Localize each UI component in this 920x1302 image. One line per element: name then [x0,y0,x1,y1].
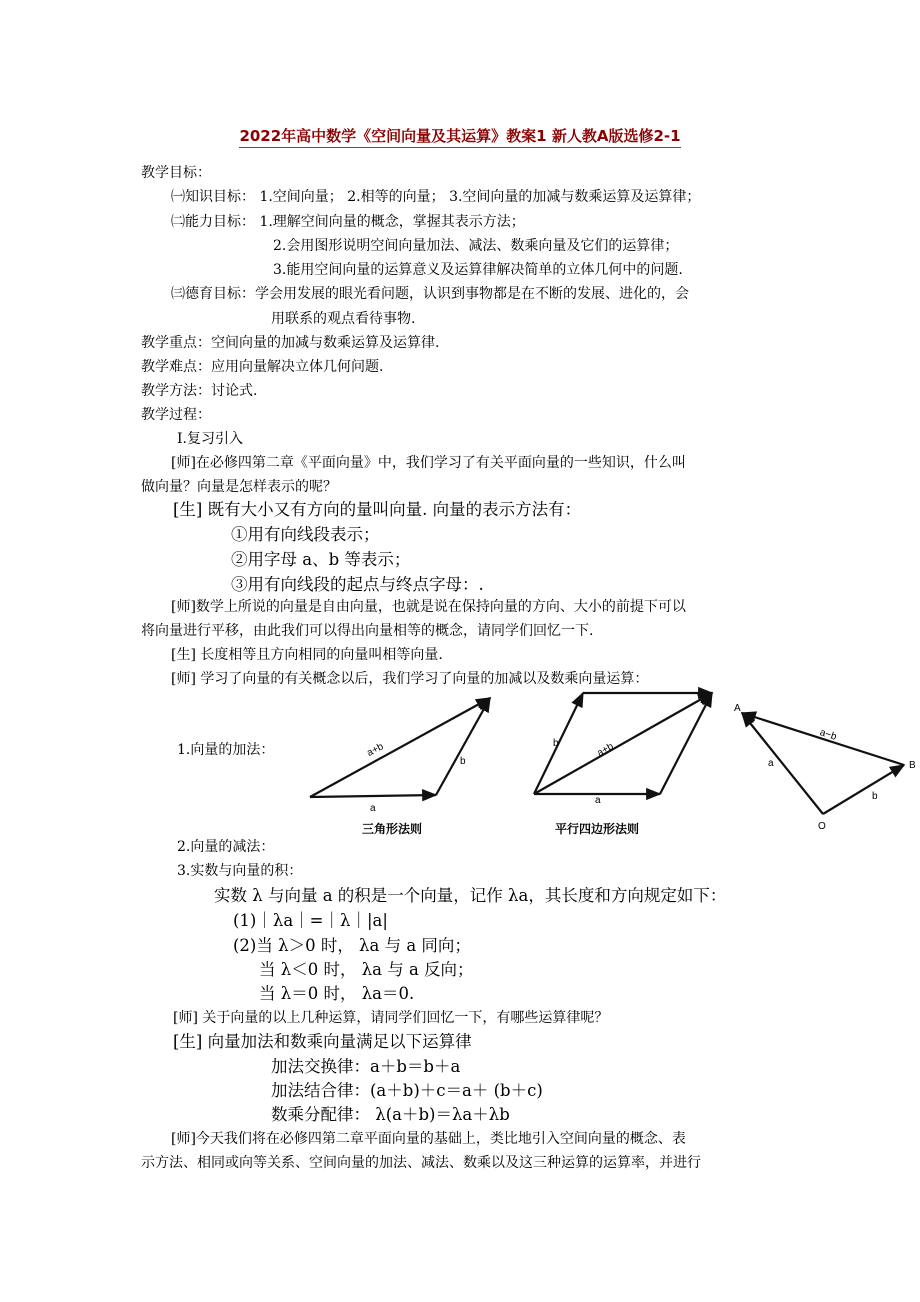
teacher-line-4: [师] 关于向量的以上几种运算，请同学们回忆一下，有哪些运算律呢？ [173,1010,609,1026]
sub-diff-arrow [742,713,904,765]
scalar-label: 3.实数与向量的积： [177,863,303,879]
sub-b-label: b [872,791,878,802]
para-sum-label: a+b [595,741,616,760]
process-heading: 教学过程： [141,407,211,423]
vector-b-arrow [436,698,490,795]
goals-heading: 教学目标： [141,165,211,181]
point-O-label: O [818,821,826,832]
law-distributive: 数乘分配律： λ(a＋b)＝λa＋λb [271,1105,510,1124]
method: 教学方法：讨论式. [141,383,258,399]
key-point: 教学重点：空间向量的加减与数乘运算及运算律. [141,335,440,351]
student-line-2: [生] 长度相等且方向相同的向量叫相等向量. [171,647,443,663]
para-b-left-arrow [534,693,583,794]
moral-goal-1: ㈢德育目标：学会用发展的眼光看问题，认识到事物都是在不断的发展、进化的，会 [171,286,689,302]
sub-diff-label: a−b [818,727,838,743]
sub-a-label: a [768,758,774,769]
addition-label: 1.向量的加法： [177,742,275,758]
para-sum-arrow [534,693,712,794]
student-line-3: [生] 向量加法和数乘向量满足以下运算律 [173,1032,472,1051]
scalar-intro: 实数 λ 与向量 a 的积是一个向量，记作 λa，其长度和方向规定如下： [214,886,727,905]
representation-2: ②用字母 a、b 等表示； [231,550,411,569]
point-B-label: B [909,760,916,771]
para-a-label: a [595,795,601,806]
scalar-rule-1: (1)｜λa｜=｜λ｜|a| [233,911,388,930]
scalar-rule-2: (2)当 λ＞0 时， λa 与 a 同向； [233,936,471,955]
vector-sum-arrow [310,698,490,797]
triangle-rule-figure [310,698,490,797]
triangle-rule-caption: 三角形法则 [362,822,423,836]
teacher-line-5a: [师]今天我们将在必修四第二章平面向量的基础上，类比地引入空间向量的概念、表 [171,1131,686,1147]
teacher-line-2a: [师]数学上所说的向量是自由向量，也就是说在保持向量的方向、大小的前提下可以 [171,599,686,615]
ability-goal-2: 2.会用图形说明空间向量加法、减法、数乘向量及它们的运算律； [273,238,679,254]
sub-a-arrow [742,713,823,814]
teacher-line-2b: 将向量进行平移，由此我们可以得出向量相等的概念，请同学们回忆一下. [141,623,594,639]
para-b-right-arrow [660,693,712,794]
representation-1: ①用有向线段表示； [231,525,380,544]
difficulty: 教学难点：应用向量解决立体几何问题. [141,359,384,375]
parallelogram-rule-figure [534,693,712,794]
sub-b-arrow [823,765,904,814]
knowledge-goal: ㈠知识目标： 1.空间向量； 2.相等的向量； 3.空间向量的加减与数乘运算及运算律； [171,189,701,205]
teacher-line-1a: [师]在必修四第二章《平面向量》中，我们学习了有关平面向量的一些知识，什么叫 [171,455,686,471]
law-associative: 加法结合律：(a＋b)＋c＝a＋ (b＋c) [271,1081,543,1100]
vector-a-arrow [310,795,436,797]
moral-goal-2: 用联系的观点看待事物. [271,311,416,327]
subtraction-figure [742,713,904,814]
section-review: Ⅰ.复习引入 [177,431,243,447]
student-line-1: [生] 既有大小又有方向的量叫向量. 向量的表示方法有： [173,500,582,519]
triangle-b-label: b [460,756,466,767]
law-commutative: 加法交换律：a＋b＝b＋a [271,1057,461,1076]
triangle-a-label: a [370,803,376,814]
point-A-label: A [734,703,741,714]
ability-goal-1: ㈡能力目标： 1.理解空间向量的概念，掌握其表示方法； [171,214,525,230]
ability-goal-3: 3.能用空间向量的运算意义及运算律解决简单的立体几何中的问题. [273,262,683,278]
para-b-label: b [553,738,559,749]
document-title: 2022年高中数学《空间向量及其运算》教案1 新人教A版选修2-1 [0,125,920,146]
teacher-line-3: [师] 学习了向量的有关概念以后，我们学习了向量的加减以及数乘向量运算： [171,671,649,687]
scalar-rule-3: 当 λ＜0 时， λa 与 a 反向； [259,960,474,979]
representation-3: ③用有向线段的起点与终点字母：. [231,575,484,594]
triangle-sum-label: a+b [365,741,386,759]
subtraction-label: 2.向量的减法： [177,839,275,855]
teacher-line-5b: 示方法、相同或向等关系、空间向量的加法、减法、数乘以及这三种运算的运算率，并进行 [141,1155,701,1171]
teacher-line-1b: 做向量？向量是怎样表示的呢？ [141,479,337,495]
scalar-rule-4: 当 λ＝0 时， λa＝0. [259,984,415,1003]
parallelogram-rule-caption: 平行四边形法则 [555,822,640,836]
